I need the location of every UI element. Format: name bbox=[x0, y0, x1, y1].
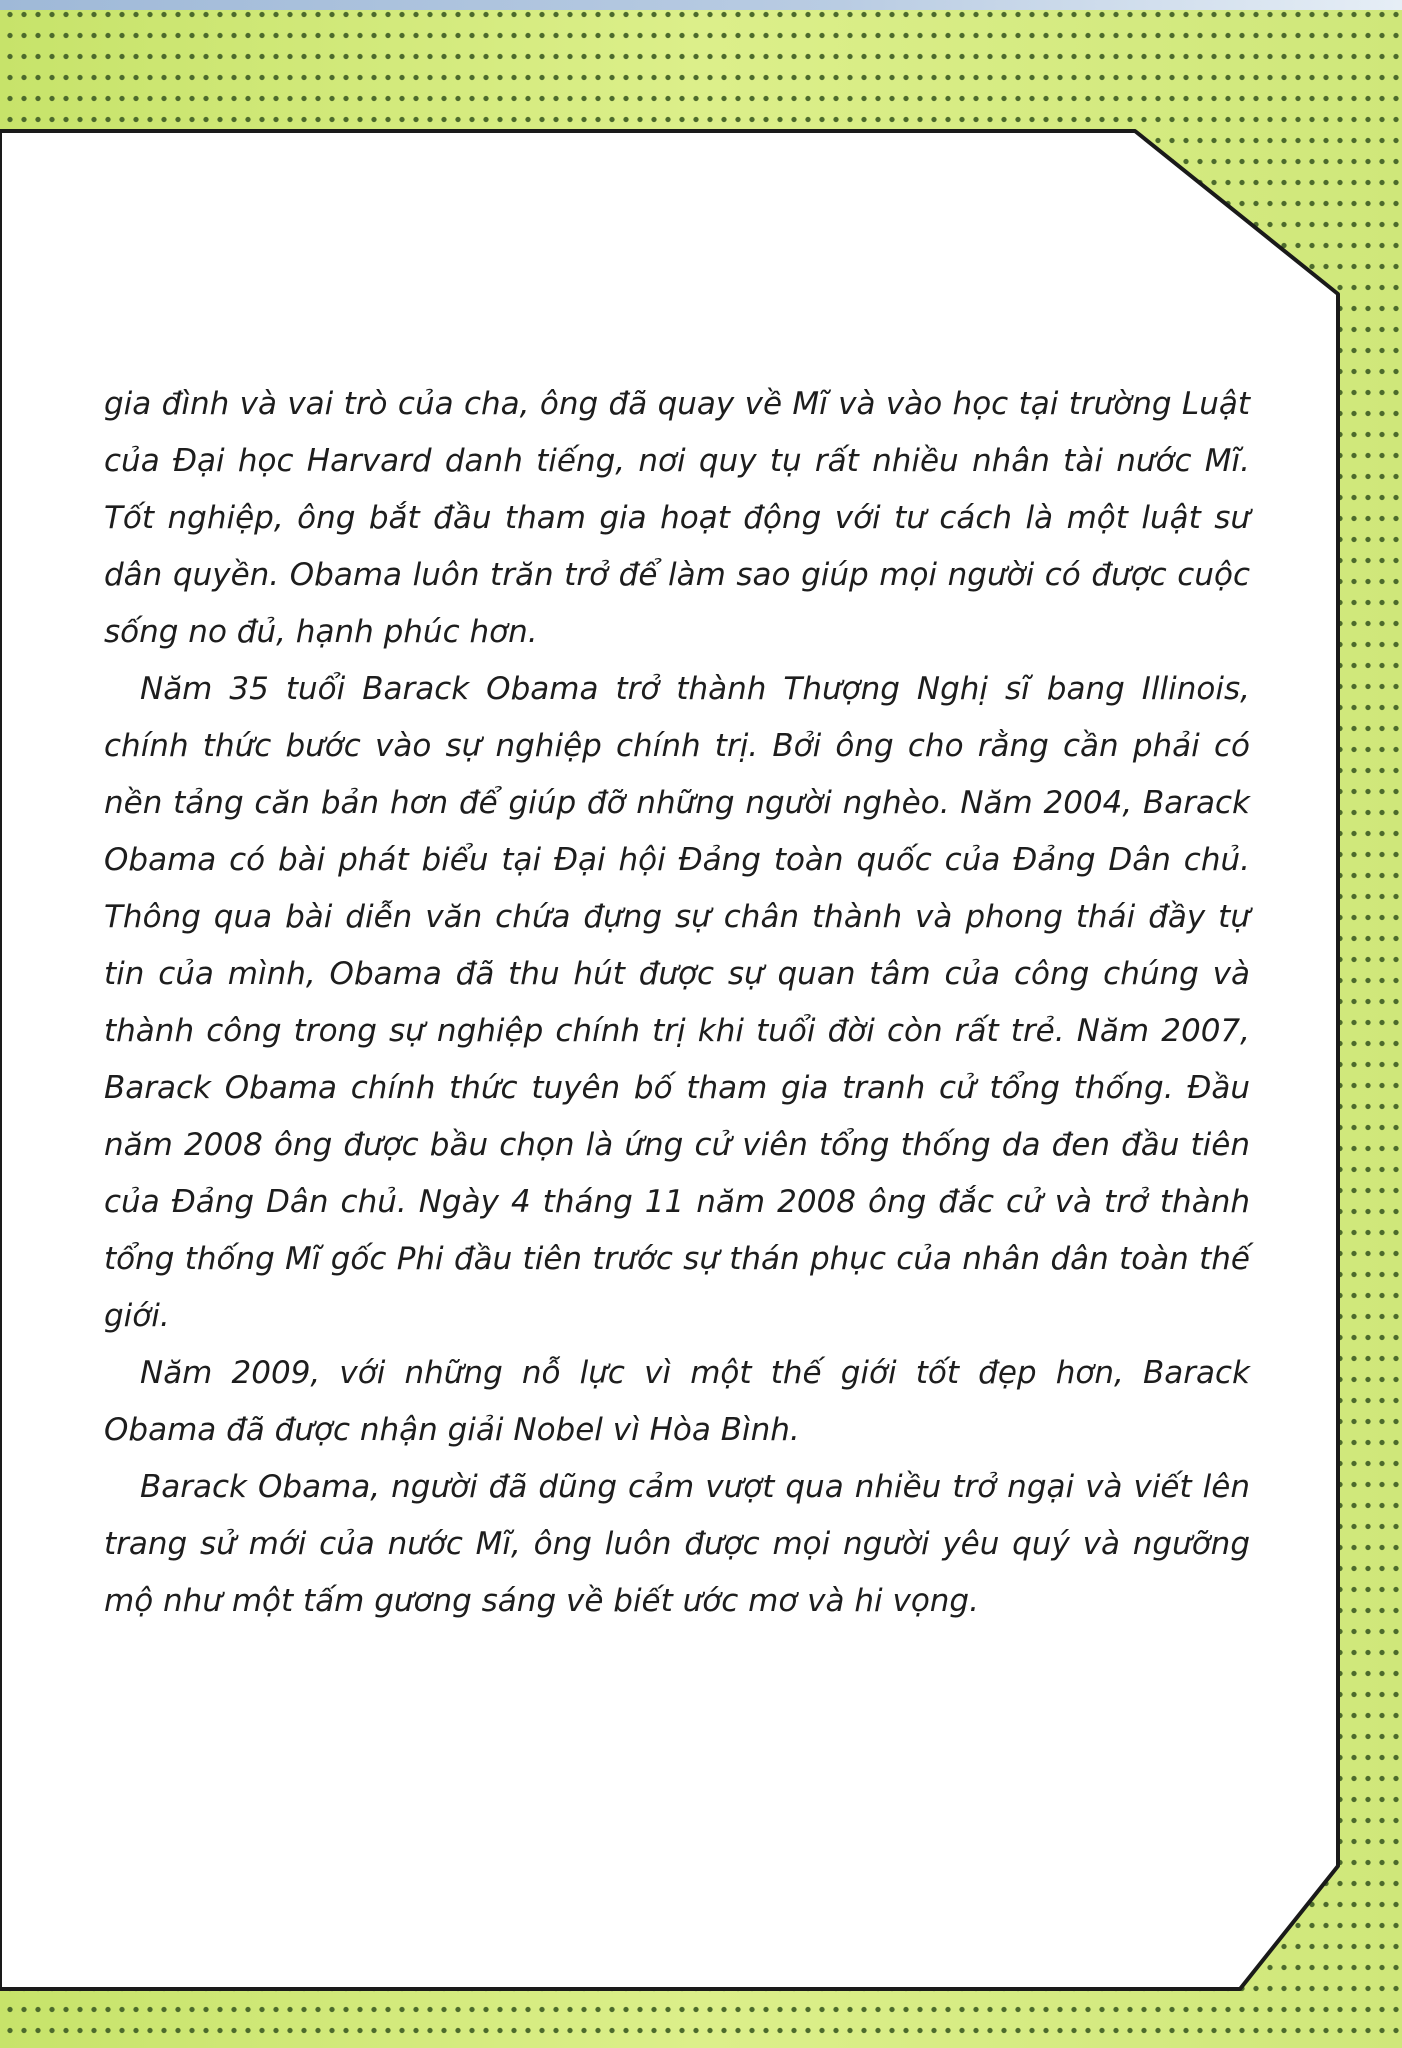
paragraph-4: Barack Obama, người đã dũng cảm vượt qua nhiều trở ngại và viết lên trang sử mới của nước Mĩ, ông luôn được mọi người yêu quý và ngưỡng mộ như một tấm gương sáng về biết ước mơ và hi vọng. bbox=[104, 1469, 1250, 1619]
body-text bbox=[104, 376, 1250, 1630]
paragraph-2: Năm 35 tuổi Barack Obama trở thành Thượng Nghị sĩ bang Illinois, chính thức bước vào sự nghiệp chính trị. Bởi ông cho rằng cần phải có nền tảng căn bản hơn để giúp đỡ những người nghèo. Năm 2004, Barack Obama có bài phát biểu tại Đại hội Đảng toàn quốc của Đảng Dân chủ. Thông qua bài diễn văn chứa đựng sự chân thành và phong thái đầy tự tin của mình, Obama đã thu hút được sự quan tâm của công chúng và thành công trong sự nghiệp chính trị khi tuổi đời còn rất trẻ. Năm 2007, Barack Obama chính thức tuyên bố tham gia tranh cử tổng thống. Đầu năm 2008 ông được bầu chọn là ứng cử viên tổng thống da đen đầu tiên của Đảng Dân chủ. Ngày 4 tháng 11 năm 2008 ông đắc cử và trở thành tổng thống Mĩ gốc Phi đầu tiên trước sự thán phục của nhân dân toàn thế giới. bbox=[104, 671, 1250, 1334]
paragraph-1: gia đình và vai trò của cha, ông đã quay về Mĩ và vào học tại trường Luật của Đại học Harvard danh tiếng, nơi quy tụ rất nhiều nhân tài nước Mĩ. Tốt nghiệp, ông bắt đầu tham gia hoạt động với tư cách là một luật sư dân quyền. Obama luôn trăn trở để làm sao giúp mọi người có được cuộc sống no đủ, hạnh phúc hơn. bbox=[104, 386, 1250, 650]
paragraph-3: Năm 2009, với những nỗ lực vì một thế giới tốt đẹp hơn, Barack Obama đã được nhận giải Nobel vì Hòa Bình. bbox=[104, 1355, 1250, 1448]
